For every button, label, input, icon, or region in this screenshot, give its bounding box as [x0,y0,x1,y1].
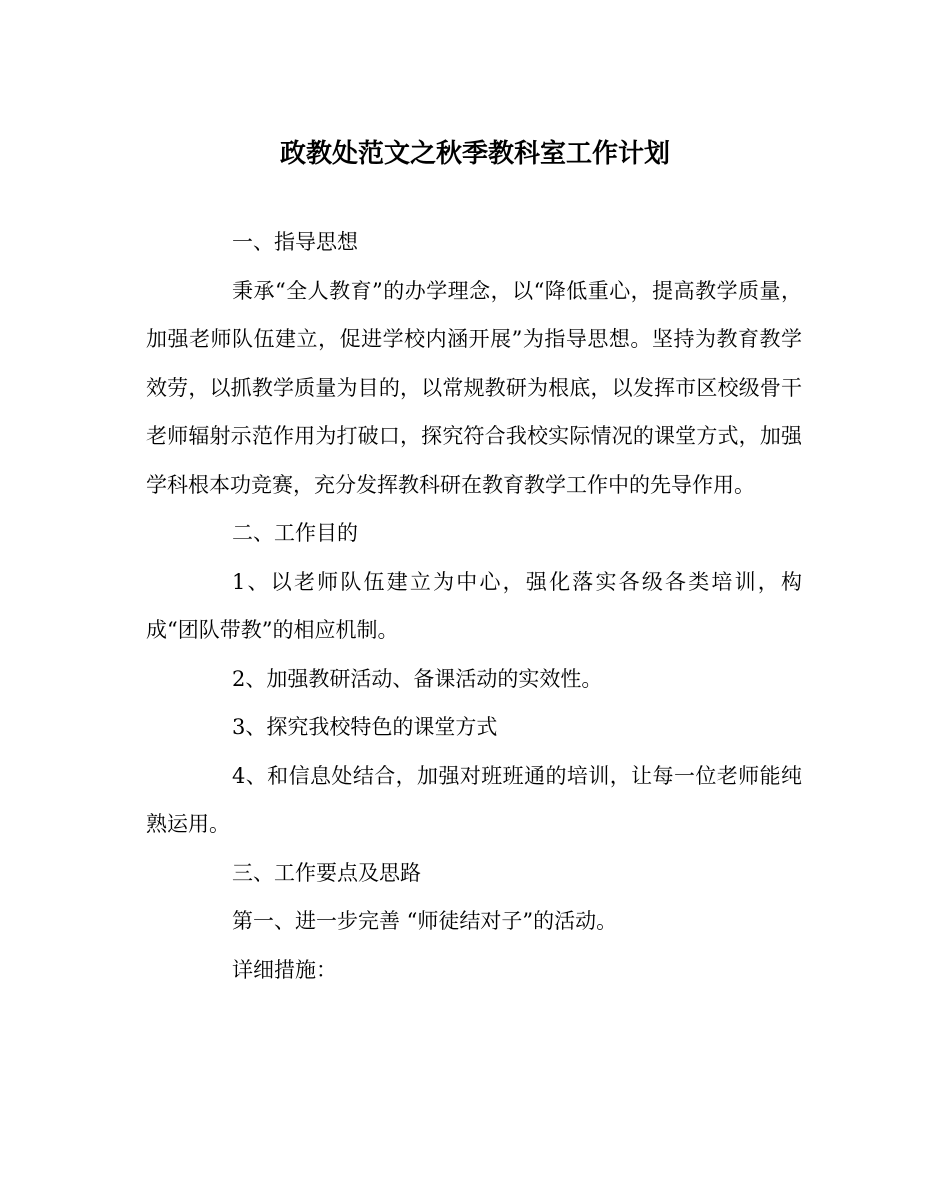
goal-item-4: 4、和信息处结合，加强对班班通的培训，让每一位老师能纯熟运用。 [146,763,802,836]
section-heading-guiding-ideology: 一、指导思想 [232,230,358,254]
document-title: 政教处范文之秋季教科室工作计划 [279,139,670,169]
section-heading-work-points: 三、工作要点及思路 [232,860,421,885]
document-body [146,218,802,994]
goal-item-1: 1、以老师队伍建立为中心，强化落实各级各类培训，构成“团队带教”的相应机制。 [146,569,802,642]
section-heading-work-goals: 二、工作目的 [232,521,358,545]
detailed-measures-label: 详细措施： [232,957,337,982]
goal-item-3: 3、探究我校特色的课堂方式 [232,715,498,739]
goal-item-2: 2、加强教研活动、备课活动的实效性。 [232,666,603,691]
work-point-1: 第一、进一步完善 “师徒结对子”的活动。 [232,909,618,933]
paragraph-guiding-ideology: 秉承“全人教育”的办学理念，以“降低重心，提高教学质量，加强老师队伍建立，促进学校内涵开展”为指导思想。坚持为教育教学效劳，以抓教学质量为目的，以常规教研为根底，以发挥市区校级骨干老师辐射示范作用为打破口，探究符合我校实际情况的课堂方式，加强学科根本功竞赛，充分发挥教科研在教育教学工作中的先导作用。 [146,278,802,497]
